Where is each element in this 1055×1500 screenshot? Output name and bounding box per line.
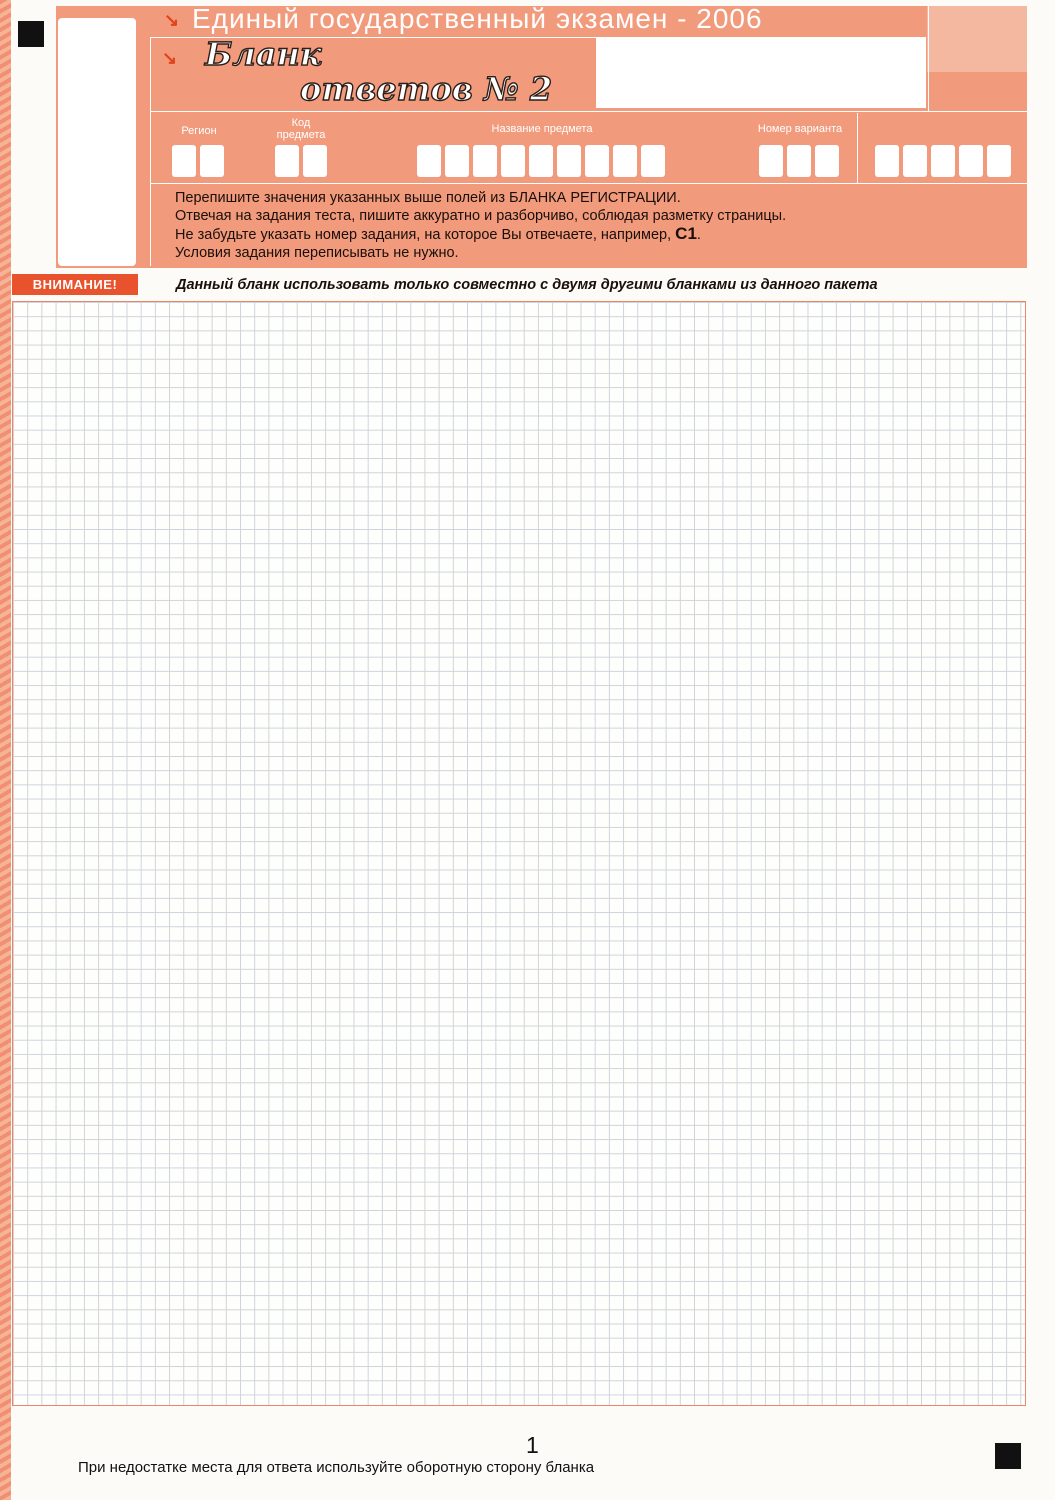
subject-name-cell[interactable] (445, 145, 469, 177)
divider (150, 183, 1027, 184)
variant-cell[interactable] (815, 145, 839, 177)
subject-name-cell[interactable] (613, 145, 637, 177)
subject-name-label: Название предмета (491, 123, 593, 135)
header-corner (927, 6, 1027, 72)
instruction-line: Перепишите значения указанных выше полей из БЛАНКА РЕГИСТРАЦИИ. (175, 190, 681, 206)
exam-title: Единый государственный экзамен - 2006 (192, 3, 763, 34)
subject-code-label: Код предмета (276, 117, 326, 141)
region-label: Регион (181, 125, 217, 137)
answer-grid-area[interactable] (12, 301, 1026, 1406)
instruction-line: Не забудьте указать номер задания, на которое Вы отвечаете, например, С1. (175, 224, 701, 243)
footer-note: При недостатке места для ответа используйте оборотную сторону бланка (78, 1459, 595, 1476)
variant-cell[interactable] (787, 145, 811, 177)
arrow-icon: ↘ (162, 48, 178, 68)
instruction-line: Условия задания переписывать не нужно. (175, 245, 459, 261)
attention-text: Данный бланк использовать только совместно с двумя другими бланками из данного пакета (176, 277, 878, 293)
divider (150, 37, 151, 266)
subject-name-cell[interactable] (417, 145, 441, 177)
page-number: 1 (526, 1432, 539, 1458)
extra-cell[interactable] (987, 145, 1011, 177)
subject-name-cell[interactable] (473, 145, 497, 177)
subject-name-cell[interactable] (529, 145, 553, 177)
registration-marker-bottom-right (995, 1443, 1021, 1469)
subject-name-cell[interactable] (557, 145, 581, 177)
form-title-line1: Бланк (205, 35, 322, 73)
extra-cell[interactable] (875, 145, 899, 177)
instruction-line: Отвечая на задания теста, пишите аккуратно и разборчиво, соблюдая разметку страницы. (175, 208, 787, 224)
extra-cell[interactable] (903, 145, 927, 177)
subject-code-cell[interactable] (275, 145, 299, 177)
extra-cell[interactable] (931, 145, 955, 177)
left-decorative-strip (0, 0, 11, 1500)
subject-name-cell[interactable] (501, 145, 525, 177)
variant-cell[interactable] (759, 145, 783, 177)
divider (928, 6, 929, 111)
instruction-text: Не забудьте указать номер задания, на которое Вы отвечаете, например, (175, 227, 672, 243)
divider (857, 113, 858, 183)
barcode-field[interactable] (596, 38, 926, 108)
attention-badge: ВНИМАНИЕ! (12, 274, 138, 295)
barcode-area (58, 18, 136, 266)
example-task-number: С1 (675, 224, 697, 243)
subject-code-cell[interactable] (303, 145, 327, 177)
form-title-line2: ответов № 2 (300, 70, 553, 108)
region-cell[interactable] (172, 145, 196, 177)
subject-name-cell[interactable] (641, 145, 665, 177)
divider (150, 111, 1027, 112)
instructions (175, 189, 1015, 262)
variant-label: Номер варианта (757, 123, 843, 135)
region-cell[interactable] (200, 145, 224, 177)
arrow-icon: ↘ (164, 10, 180, 30)
subject-name-cell[interactable] (585, 145, 609, 177)
extra-cell[interactable] (959, 145, 983, 177)
registration-marker-top-left (18, 21, 44, 47)
